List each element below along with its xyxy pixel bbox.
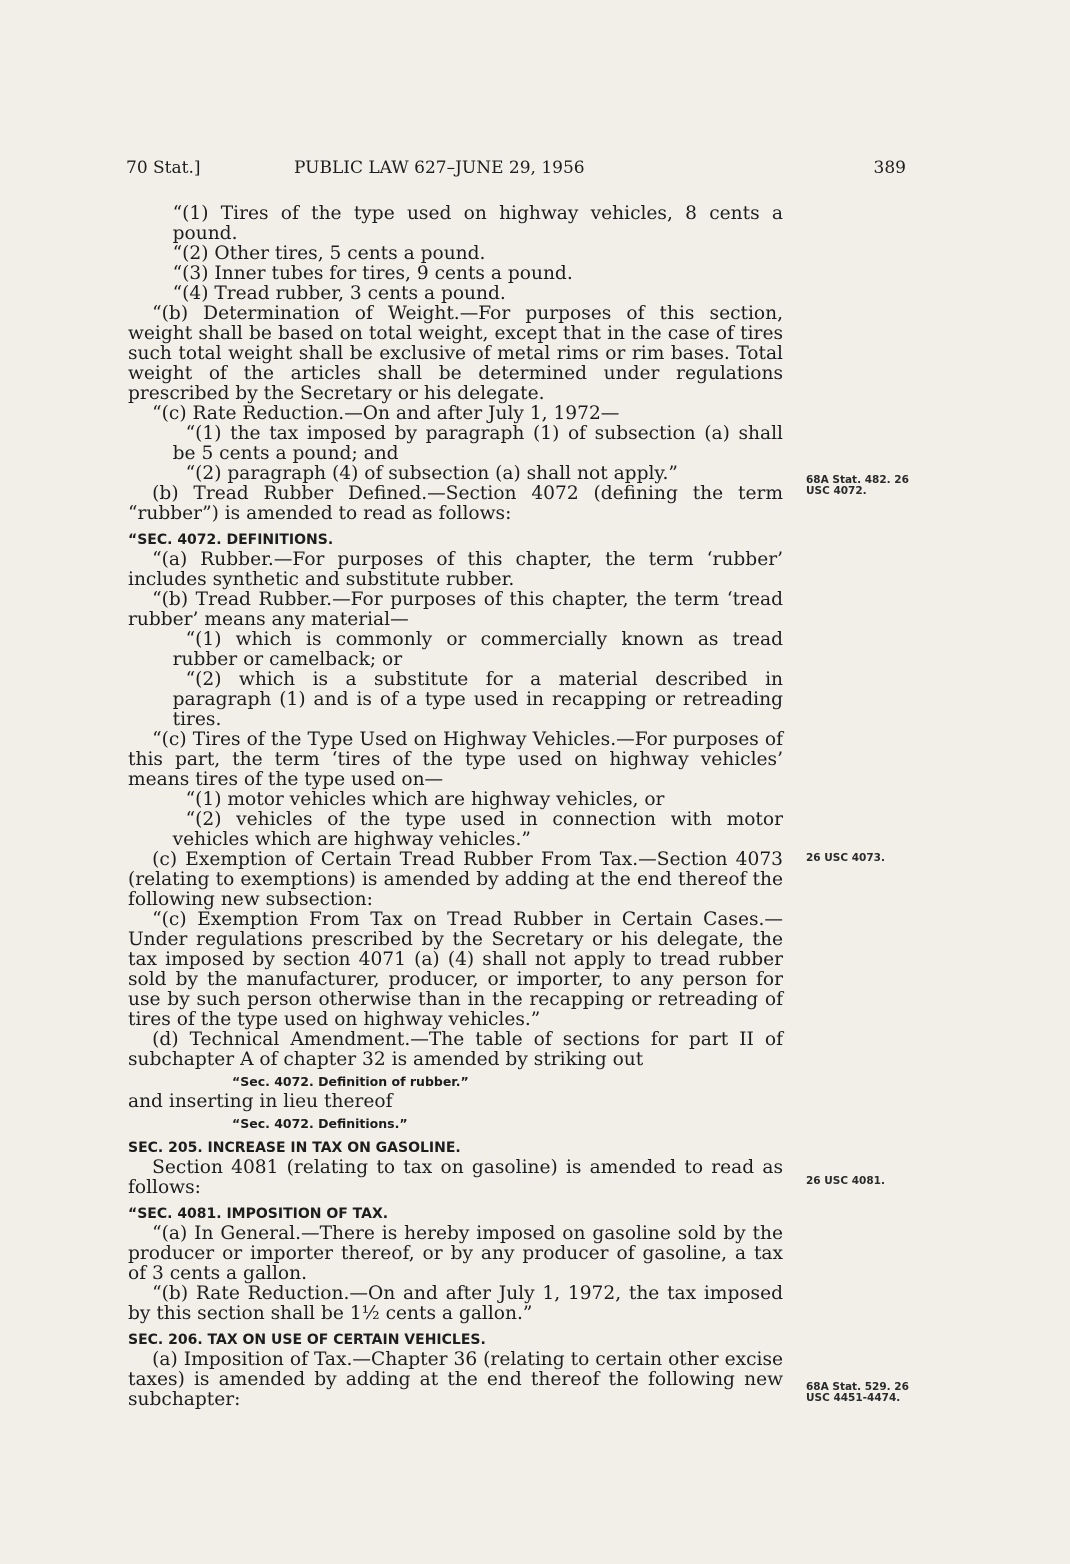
body-text (128, 204, 783, 1410)
law-title: PUBLIC LAW 627–JUNE 29, 1956 (294, 158, 585, 178)
paragraph: “(b) Tread Rubber.—For purposes of this chapter, the term ‘tread rubber’ means any material— (128, 589, 783, 630)
page-number: 389 (873, 158, 906, 178)
section-heading: “SEC. 4081. IMPOSITION OF TAX. (128, 1206, 389, 1222)
paragraph: “(a) Rubber.—For purposes of this chapter, the term ‘rubber’ includes synthetic and substitute rubber. (128, 549, 783, 590)
paragraph: “(a) In General.—There is hereby imposed on gasoline sold by the producer or importer thereof, or by any producer of gasoline, a tax of 3 cents a gallon. (128, 1223, 783, 1284)
paragraph: “(4) Tread rubber, 3 cents a pound. (172, 283, 506, 304)
section-heading: SEC. 206. TAX ON USE OF CERTAIN VEHICLES. (128, 1332, 486, 1348)
margin-citation: 26 USC 4073. (806, 852, 885, 864)
paragraph: and inserting in lieu thereof (128, 1091, 393, 1112)
paragraph: (b) Tread Rubber Defined.—Section 4072 (defining the term “rubber”) is amended to read as follows: (128, 483, 783, 524)
paragraph: “(c) Rate Reduction.—On and after July 1, 1972— (152, 403, 620, 424)
paragraph: “(1) the tax imposed by paragraph (1) of subsection (a) shall be 5 cents a pound; and (172, 423, 783, 464)
section-heading: SEC. 205. INCREASE IN TAX ON GASOLINE. (128, 1140, 461, 1156)
paragraph: (d) Technical Amendment.—The table of sections for part II of subchapter A of chapter 32 is amended by striking out (128, 1029, 783, 1070)
paragraph: “(3) Inner tubes for tires, 9 cents a pound. (172, 263, 573, 284)
paragraph: “(1) motor vehicles which are highway vehicles, or (185, 789, 665, 810)
margin-citation: 68A Stat. 529. 26 USC 4451-4474. (806, 1381, 909, 1404)
paragraph: “(b) Determination of Weight.—For purposes of this section, weight shall be based on total weight, except that in the case of tires such total weight shall be exclusive of metal rims or rim bases. Total weight of the articles shall be determined under regulations prescribed by the Secretary or his delegate. (128, 303, 783, 404)
paragraph: “(1) Tires of the type used on highway vehicles, 8 cents a pound. (172, 203, 783, 244)
paragraph: (c) Exemption of Certain Tread Rubber From Tax.—Section 4073 (relating to exemptions) is amended by adding at the end thereof the following new subsection: (128, 849, 783, 910)
paragraph: “(c) Exemption From Tax on Tread Rubber in Certain Cases.—Under regulations prescribed by the Secretary or his delegate, the tax imposed by section 4071 (a) (4) shall not apply to tread rubber sold by the manufacturer, producer, or importer, to any person for use by such person otherwise than in the recapping or retreading of tires of the type used on highway vehicles.” (128, 909, 783, 1030)
paragraph: (a) Imposition of Tax.—Chapter 36 (relating to certain other excise taxes) is amended by adding at the end thereof the following new subchapter: (128, 1349, 783, 1410)
margin-citation: 68A Stat. 482. 26 USC 4072. (806, 474, 909, 497)
paragraph: Section 4081 (relating to tax on gasoline) is amended to read as follows: (128, 1157, 783, 1198)
running-header (126, 158, 906, 184)
table-citation: “Sec. 4072. Definition of rubber.” (232, 1074, 469, 1089)
paragraph: “(c) Tires of the Type Used on Highway Vehicles.—For purposes of this part, the term ‘tires of the type used on highway vehicles’ means tires of the type used on— (128, 729, 783, 790)
statute-volume: 70 Stat.] (126, 158, 201, 178)
paragraph: “(2) vehicles of the type used in connection with motor vehicles which are highway vehicles.” (172, 809, 783, 850)
paragraph: “(1) which is commonly or commercially known as tread rubber or camelback; or (172, 629, 783, 670)
margin-citation: 26 USC 4081. (806, 1175, 885, 1187)
paragraph: “(2) Other tires, 5 cents a pound. (172, 243, 486, 264)
paragraph: “(b) Rate Reduction.—On and after July 1, 1972, the tax imposed by this section shall be 1½ cents a gallon.” (128, 1283, 783, 1324)
table-citation: “Sec. 4072. Definitions.” (232, 1116, 408, 1131)
paragraph: “(2) which is a substitute for a material described in paragraph (1) and is of a type used in recapping or retreading tires. (172, 669, 783, 730)
section-heading: “SEC. 4072. DEFINITIONS. (128, 532, 334, 548)
paragraph: “(2) paragraph (4) of subsection (a) shall not apply.” (185, 463, 678, 484)
